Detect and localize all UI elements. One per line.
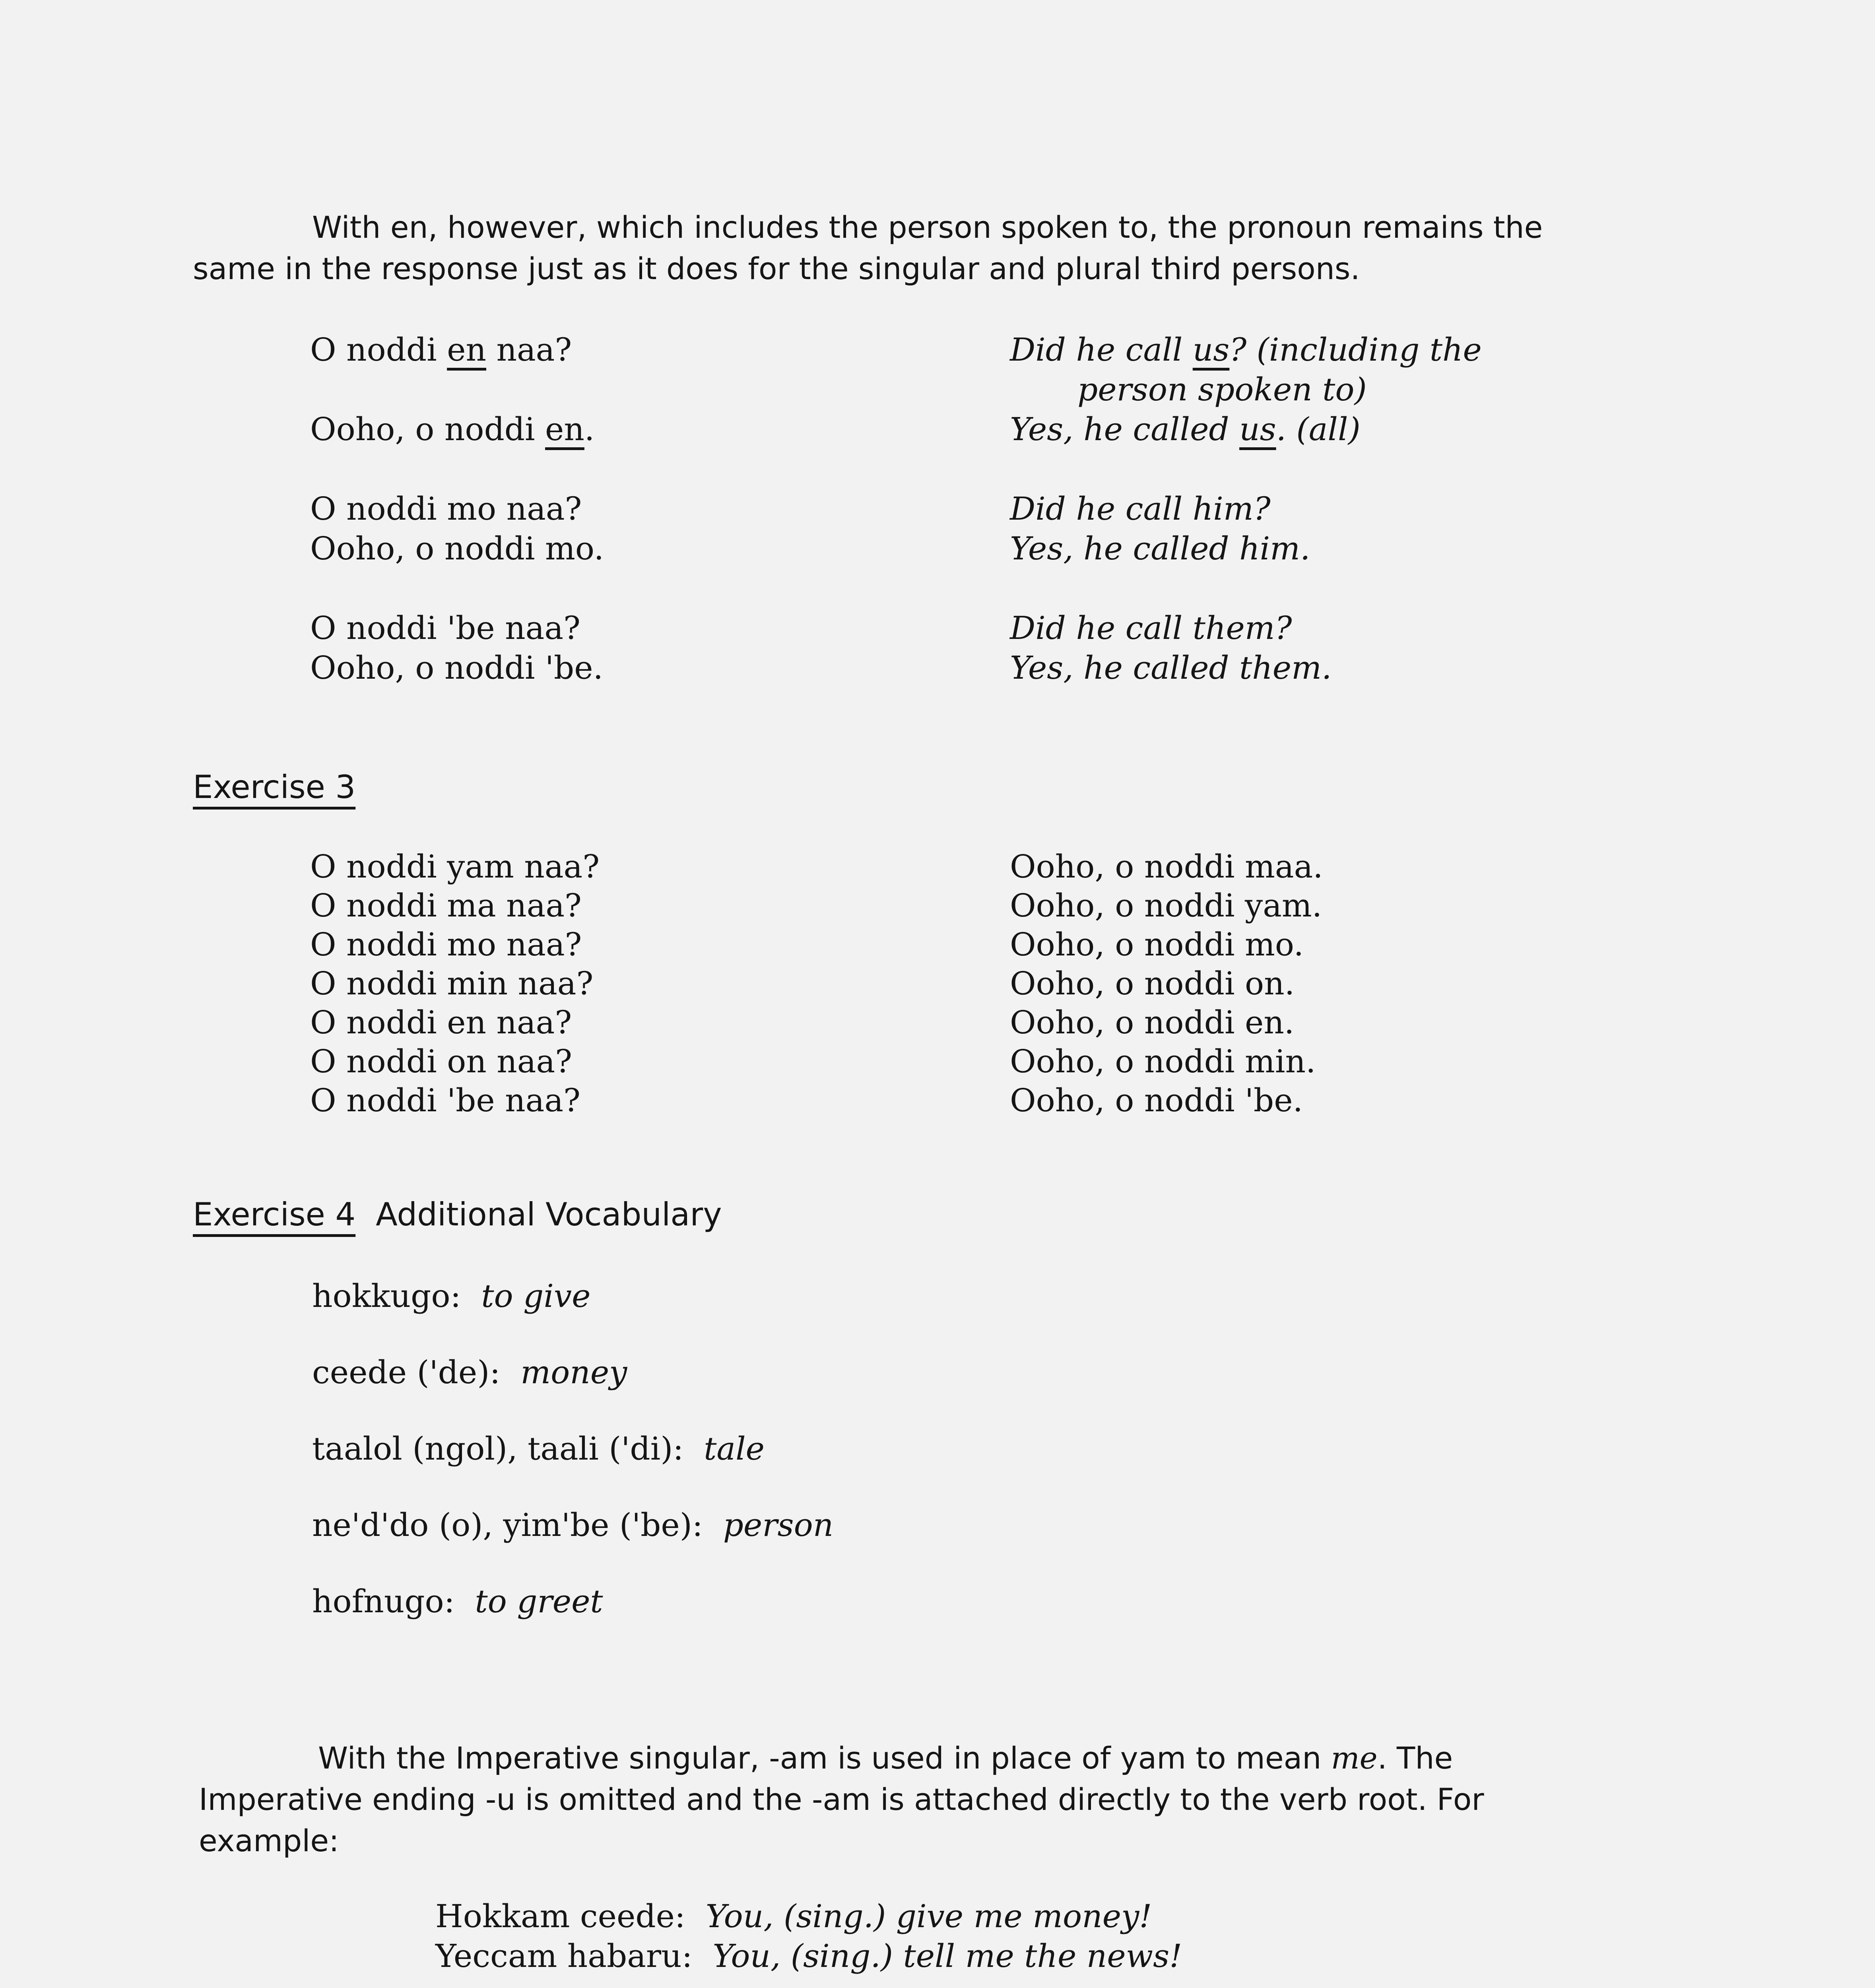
example-row-2-fulfulde: Ooho, o noddi en. xyxy=(310,411,595,448)
intro-line-2: same in the response just as it does for the singular and plural third persons. xyxy=(193,251,1360,286)
exercise-3-question: O noddi ma naa? xyxy=(310,887,582,924)
example-row-3-english: Did he call him? xyxy=(1010,490,1271,527)
example-row-3-fulfulde: O noddi mo naa? xyxy=(310,490,582,527)
example-row-1-english-cont: person spoken to) xyxy=(1077,371,1367,408)
intro-line-1: With en, however, which includes the person spoken to, the pronoun remains the xyxy=(312,210,1543,245)
imperative-example-2: Yeccam habaru: You, (sing.) tell me the news! xyxy=(435,1938,1182,1974)
vocab-item: taalol (ngol), taali ('di): tale xyxy=(312,1430,765,1467)
exercise-3-question: O noddi en naa? xyxy=(310,1004,572,1041)
example-row-2-english: Yes, he called us. (all) xyxy=(1010,411,1361,448)
exercise-3-answer: Ooho, o noddi mo. xyxy=(1010,926,1304,963)
imperative-line-3: example: xyxy=(199,1823,339,1858)
vocab-item: hokkugo: to give xyxy=(312,1277,591,1314)
exercise-3-answer: Ooho, o noddi maa. xyxy=(1010,848,1323,885)
exercise-3-answer: Ooho, o noddi on. xyxy=(1010,965,1295,1002)
imperative-example-1: Hokkam ceede: You, (sing.) give me money! xyxy=(435,1898,1152,1935)
exercise-3-answer: Ooho, o noddi en. xyxy=(1010,1004,1295,1041)
example-row-5-english: Did he call them? xyxy=(1010,610,1292,646)
example-row-6-fulfulde: Ooho, o noddi 'be. xyxy=(310,649,603,686)
exercise-3-question: O noddi on naa? xyxy=(310,1043,573,1080)
example-row-1-english: Did he call us? (including the xyxy=(1010,331,1482,368)
vocab-item: hofnugo: to greet xyxy=(312,1583,603,1620)
exercise-3-heading: Exercise 3 xyxy=(193,769,356,806)
example-row-4-english: Yes, he called him. xyxy=(1010,530,1310,567)
exercise-3-question: O noddi yam naa? xyxy=(310,848,600,885)
vocab-item: ceede ('de): money xyxy=(312,1354,627,1391)
imperative-line-1: With the Imperative singular, -am is used in place of yam to mean me. The xyxy=(318,1740,1453,1776)
vocab-item: ne'd'do (o), yim'be ('be): person xyxy=(312,1507,834,1543)
example-row-6-english: Yes, he called them. xyxy=(1010,649,1332,686)
exercise-3-answer: Ooho, o noddi min. xyxy=(1010,1043,1316,1080)
imperative-line-2: Imperative ending -u is omitted and the -am is attached directly to the verb root. For xyxy=(199,1782,1484,1817)
exercise-3-question: O noddi min naa? xyxy=(310,965,594,1002)
exercise-3-question: O noddi 'be naa? xyxy=(310,1082,580,1119)
exercise-4-heading: Exercise 4 Additional Vocabulary xyxy=(193,1196,722,1233)
exercise-3-answer: Ooho, o noddi 'be. xyxy=(1010,1082,1303,1119)
example-row-1-fulfulde: O noddi en naa? xyxy=(310,331,572,368)
example-row-5-fulfulde: O noddi 'be naa? xyxy=(310,610,580,646)
exercise-3-question: O noddi mo naa? xyxy=(310,926,582,963)
example-row-4-fulfulde: Ooho, o noddi mo. xyxy=(310,530,604,567)
exercise-3-answer: Ooho, o noddi yam. xyxy=(1010,887,1322,924)
